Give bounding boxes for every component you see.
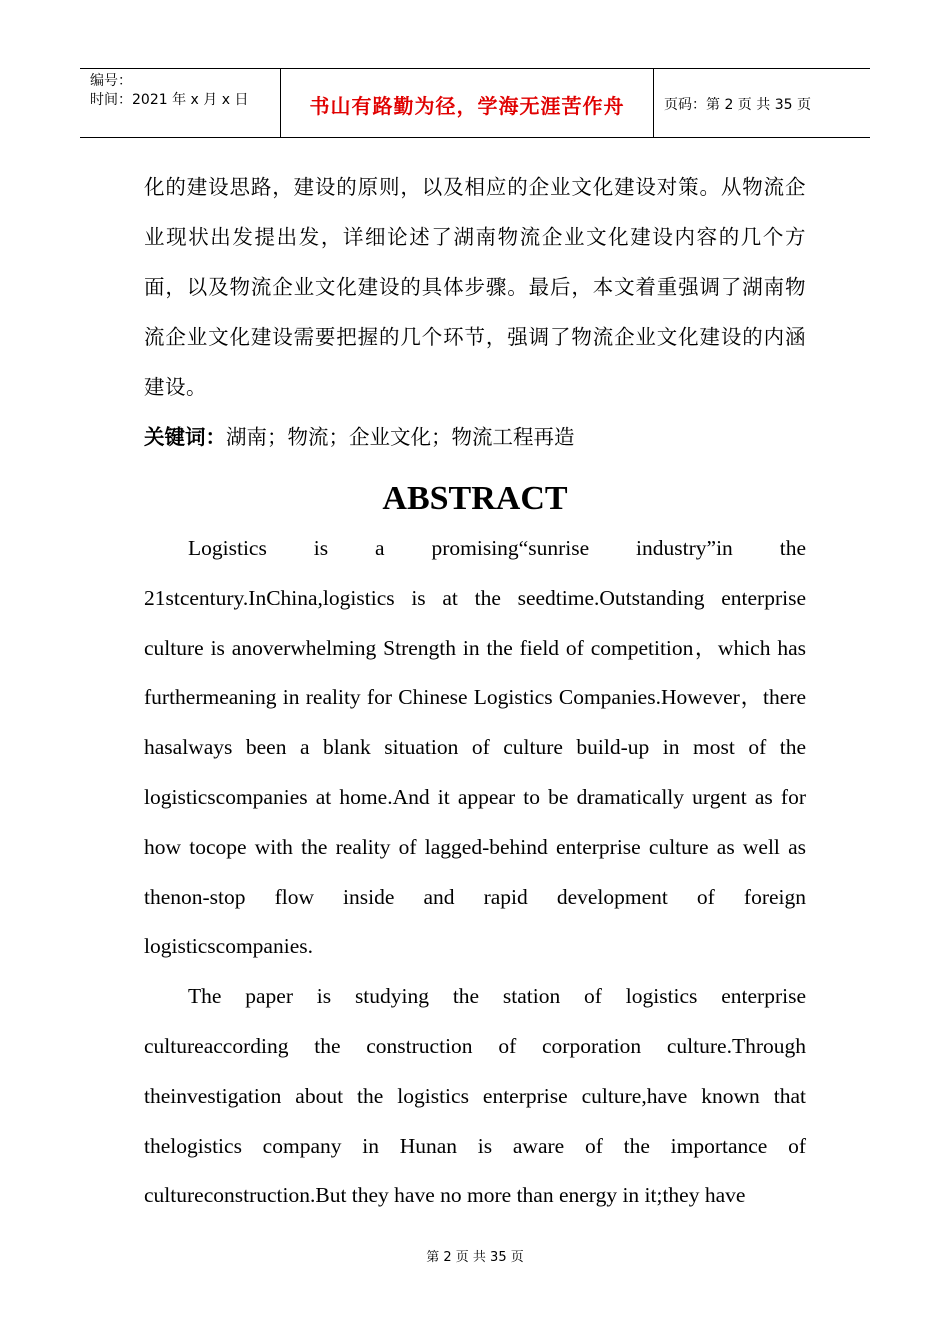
- header-page-cell: [654, 69, 870, 137]
- page-footer: 第 2 页 共 35 页: [426, 1250, 524, 1265]
- page-header: [80, 68, 870, 138]
- keywords-label: 关键词：: [144, 425, 226, 449]
- chinese-abstract-paragraph: 化的建设思路，建设的原则，以及相应的企业文化建设对策。从物流企业现状出发提出发，详细论述了湖南物流企业文化建设内容的几个方面，以及物流企业文化建设的具体步骤。最后，本文着重强调了湖南物流企业文化建设需要把握的几个环节，强调了物流企业文化建设的内涵建设。: [144, 175, 806, 399]
- header-motto-cell: [281, 69, 654, 137]
- serial-number-label: 编号：: [90, 73, 132, 89]
- abstract-paragraph-2: The paper is studying the station of logistics enterprise cultureaccording the construction of corporation culture.Through theinvestigation about the logistics enterprise culture,have known that thelogistics company in Hunan is aware of the importance of cultureconstruction.But they have no more than energy in it;they have: [144, 984, 806, 1208]
- abstract-heading: ABSTRACT: [382, 480, 568, 517]
- header-meta-cell: [80, 69, 281, 137]
- date-label: 时间：2021 年 x 月 x 日: [90, 92, 249, 108]
- header-motto: 书山有路勤为径，学海无涯苦作舟: [309, 94, 625, 118]
- abstract-paragraph-1: Logistics is a promising“sunrise industry”in the 21stcentury.InChina,logistics is at the seedtime.Outstanding enterprise culture is anoverwhelming Strength in the field of competition，which has furthermeaning in reality for Chinese Logistics Companies.However，there hasalways been a blank situation of culture build-up in most of the logisticscompanies at home.And it appear to be dramatically urgent as for how tocope with the reality of lagged-behind enterprise culture as well as thenon-stop flow inside and rapid development of foreign logisticscompanies.: [144, 536, 806, 959]
- keywords-text: 湖南；物流；企业文化；物流工程再造: [226, 425, 575, 449]
- document-body: [144, 162, 806, 1221]
- keywords-line: [144, 412, 806, 462]
- header-page-code: 页码：第 2 页 共 35 页: [664, 97, 811, 113]
